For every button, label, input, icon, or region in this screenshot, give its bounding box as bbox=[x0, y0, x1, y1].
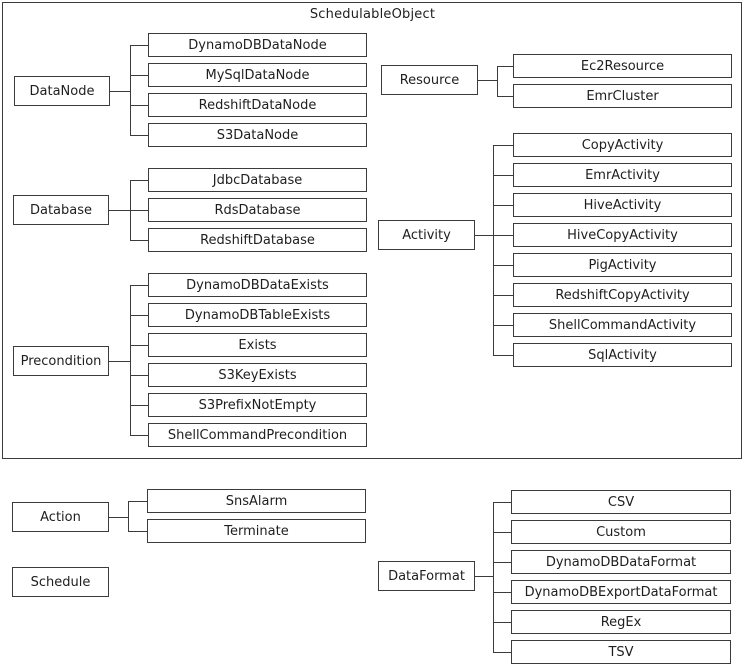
connector-stub-precondition-2 bbox=[130, 345, 148, 346]
class-box-dynamodbdataexists: DynamoDBDataExists bbox=[148, 273, 367, 297]
connector-parent-line-datanode bbox=[110, 91, 130, 92]
class-box-redshiftcopyactivity: RedshiftCopyActivity bbox=[513, 283, 732, 307]
class-box-resource: Resource bbox=[381, 65, 478, 95]
connector-trunk-resource bbox=[497, 66, 498, 96]
class-box-csv: CSV bbox=[511, 490, 731, 514]
connector-stub-dataformat-1 bbox=[493, 532, 511, 533]
class-box-redshiftdatanode: RedshiftDataNode bbox=[148, 93, 367, 117]
class-box-schedule: Schedule bbox=[12, 567, 109, 597]
class-box-hiveactivity: HiveActivity bbox=[513, 193, 732, 217]
class-box-rdsdatabase: RdsDatabase bbox=[148, 198, 367, 222]
connector-parent-line-precondition bbox=[109, 361, 130, 362]
connector-parent-line-database bbox=[109, 210, 130, 211]
connector-stub-activity-6 bbox=[493, 325, 513, 326]
class-box-ec2resource: Ec2Resource bbox=[513, 54, 732, 78]
connector-stub-action-0 bbox=[128, 501, 147, 502]
class-box-datanode: DataNode bbox=[14, 76, 110, 106]
class-box-exists: Exists bbox=[148, 333, 367, 357]
connector-stub-dataformat-3 bbox=[493, 592, 511, 593]
class-box-dynamodbdataformat: DynamoDBDataFormat bbox=[511, 550, 731, 574]
class-box-shellcommandprecondition: ShellCommandPrecondition bbox=[148, 423, 367, 447]
connector-stub-activity-4 bbox=[493, 265, 513, 266]
connector-parent-line-action bbox=[109, 517, 128, 518]
connector-stub-resource-1 bbox=[497, 96, 513, 97]
connector-stub-database-1 bbox=[130, 210, 148, 211]
connector-stub-dataformat-4 bbox=[493, 622, 511, 623]
class-box-regex: RegEx bbox=[511, 610, 731, 634]
connector-trunk-activity bbox=[493, 145, 494, 355]
connector-stub-dataformat-5 bbox=[493, 652, 511, 653]
class-box-action: Action bbox=[12, 502, 109, 532]
class-box-mysqldatanode: MySqlDataNode bbox=[148, 63, 367, 87]
connector-stub-dataformat-0 bbox=[493, 502, 511, 503]
connector-stub-precondition-4 bbox=[130, 405, 148, 406]
connector-stub-database-2 bbox=[130, 240, 148, 241]
class-box-s3prefixnotempty: S3PrefixNotEmpty bbox=[148, 393, 367, 417]
class-box-precondition: Precondition bbox=[13, 346, 109, 376]
connector-stub-datanode-3 bbox=[130, 135, 148, 136]
class-box-pigactivity: PigActivity bbox=[513, 253, 732, 277]
connector-stub-precondition-0 bbox=[130, 285, 148, 286]
class-box-dataformat: DataFormat bbox=[378, 561, 475, 591]
connector-stub-activity-5 bbox=[493, 295, 513, 296]
class-box-copyactivity: CopyActivity bbox=[513, 133, 732, 157]
connector-stub-activity-0 bbox=[493, 145, 513, 146]
connector-trunk-action bbox=[128, 501, 129, 531]
connector-stub-dataformat-2 bbox=[493, 562, 511, 563]
connector-parent-line-activity bbox=[475, 235, 493, 236]
connector-stub-activity-3 bbox=[493, 235, 513, 236]
class-box-database: Database bbox=[13, 195, 109, 225]
class-box-redshiftdatabase: RedshiftDatabase bbox=[148, 228, 367, 252]
connector-stub-action-1 bbox=[128, 531, 147, 532]
connector-stub-activity-1 bbox=[493, 175, 513, 176]
class-box-jdbcdatabase: JdbcDatabase bbox=[148, 168, 367, 192]
class-box-dynamodbexportdataformat: DynamoDBExportDataFormat bbox=[511, 580, 731, 604]
connector-stub-datanode-2 bbox=[130, 105, 148, 106]
connector-stub-resource-0 bbox=[497, 66, 513, 67]
class-box-hivecopyactivity: HiveCopyActivity bbox=[513, 223, 732, 247]
class-box-snsalarm: SnsAlarm bbox=[147, 489, 366, 513]
connector-trunk-datanode bbox=[130, 45, 131, 135]
connector-parent-line-resource bbox=[478, 80, 497, 81]
connector-stub-precondition-5 bbox=[130, 435, 148, 436]
connector-stub-precondition-3 bbox=[130, 375, 148, 376]
class-box-shellcommandactivity: ShellCommandActivity bbox=[513, 313, 732, 337]
connector-trunk-precondition bbox=[130, 285, 131, 435]
class-box-dynamodbtableexists: DynamoDBTableExists bbox=[148, 303, 367, 327]
class-box-custom: Custom bbox=[511, 520, 731, 544]
class-box-s3datanode: S3DataNode bbox=[148, 123, 367, 147]
connector-trunk-dataformat bbox=[493, 502, 494, 652]
connector-stub-database-0 bbox=[130, 180, 148, 181]
class-box-s3keyexists: S3KeyExists bbox=[148, 363, 367, 387]
connector-stub-datanode-0 bbox=[130, 45, 148, 46]
connector-stub-activity-2 bbox=[493, 205, 513, 206]
connector-stub-datanode-1 bbox=[130, 75, 148, 76]
class-box-sqlactivity: SqlActivity bbox=[513, 343, 732, 367]
class-box-terminate: Terminate bbox=[147, 519, 366, 543]
class-box-emrcluster: EmrCluster bbox=[513, 84, 732, 108]
container-title: SchedulableObject bbox=[309, 7, 436, 22]
class-box-tsv: TSV bbox=[511, 640, 731, 664]
connector-stub-precondition-1 bbox=[130, 315, 148, 316]
connector-stub-activity-7 bbox=[493, 355, 513, 356]
connector-parent-line-dataformat bbox=[475, 576, 493, 577]
class-box-dynamodbdatanode: DynamoDBDataNode bbox=[148, 33, 367, 57]
class-box-activity: Activity bbox=[378, 220, 475, 250]
class-box-emractivity: EmrActivity bbox=[513, 163, 732, 187]
